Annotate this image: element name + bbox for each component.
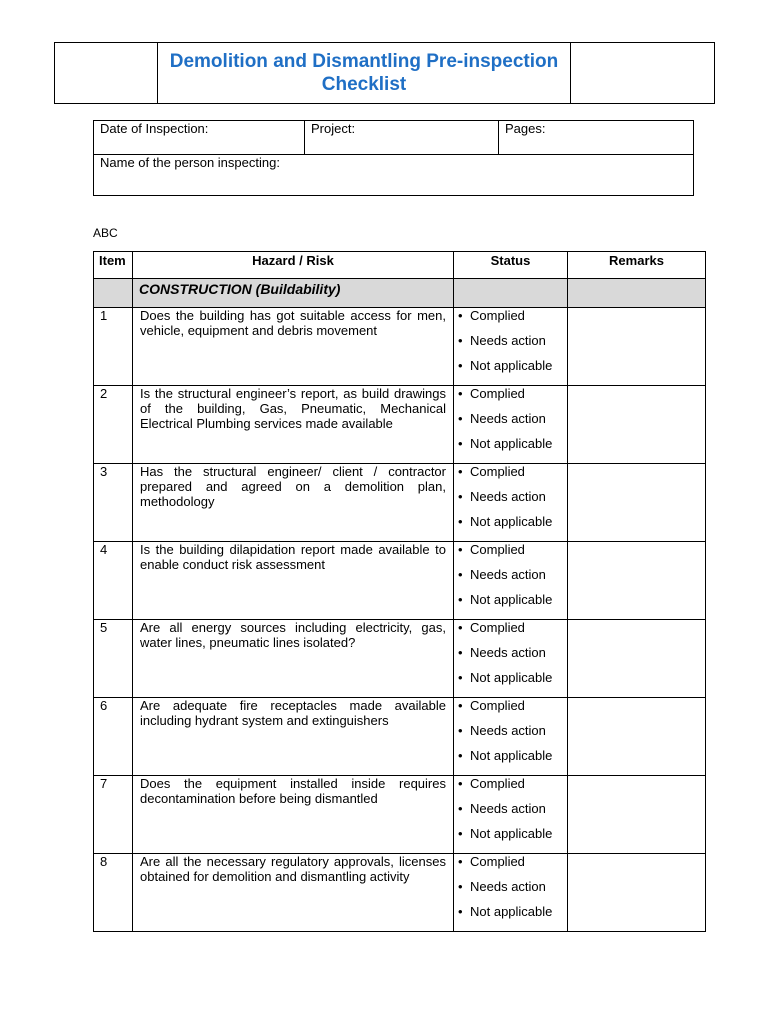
date-of-inspection-label: Date of Inspection: [100, 121, 209, 136]
status-option[interactable] [458, 698, 563, 713]
bullet-icon: • [458, 826, 463, 841]
remarks-cell[interactable] [568, 542, 706, 620]
project-field[interactable] [305, 121, 499, 155]
bullet-icon: • [458, 358, 463, 373]
document-title-text: Demolition and Dismantling Pre-inspection Checklist [169, 51, 559, 95]
inspection-info-table [93, 120, 694, 196]
status-option-label: Not applicable [470, 748, 553, 763]
inspector-name-label: Name of the person inspecting: [100, 155, 280, 170]
status-option[interactable] [458, 567, 563, 582]
status-option[interactable] [458, 436, 563, 451]
item-number: 2 [94, 386, 133, 464]
remarks-cell[interactable] [568, 308, 706, 386]
bullet-icon: • [458, 333, 463, 348]
item-column-header: Item [94, 252, 133, 279]
header-logo-cell [55, 43, 158, 104]
table-row [94, 464, 706, 542]
bullet-icon: • [458, 854, 463, 869]
bullet-icon: • [458, 464, 463, 479]
status-option-label: Needs action [470, 489, 546, 504]
status-option-label: Not applicable [470, 358, 553, 373]
item-number: 8 [94, 854, 133, 932]
bullet-icon: • [458, 592, 463, 607]
bullet-icon: • [458, 411, 463, 426]
status-option-label: Not applicable [470, 514, 553, 529]
status-options [454, 620, 568, 698]
status-option[interactable] [458, 670, 563, 685]
table-row [94, 854, 706, 932]
status-option-label: Needs action [470, 567, 546, 582]
status-option-list [458, 698, 563, 763]
status-options [454, 542, 568, 620]
status-option-label: Complied [470, 776, 525, 791]
status-option-label: Complied [470, 698, 525, 713]
status-option[interactable] [458, 542, 563, 557]
status-option-label: Not applicable [470, 904, 553, 919]
item-number: 1 [94, 308, 133, 386]
checklist-table [93, 251, 706, 932]
status-options [454, 464, 568, 542]
status-option-label: Not applicable [470, 436, 553, 451]
remarks-cell[interactable] [568, 698, 706, 776]
table-row [94, 542, 706, 620]
hazard-text: Is the building dilapidation report made available to enable conduct risk assessment [133, 542, 454, 620]
status-option-list [458, 854, 563, 919]
table-row [94, 776, 706, 854]
section-empty-cell [94, 279, 133, 308]
abc-label: ABC [93, 226, 118, 240]
status-option-label: Needs action [470, 801, 546, 816]
status-option[interactable] [458, 748, 563, 763]
bullet-icon: • [458, 489, 463, 504]
item-number: 6 [94, 698, 133, 776]
document-header [54, 42, 715, 104]
bullet-icon: • [458, 386, 463, 401]
hazard-text: Is the structural engineer’s report, as build drawings of the building, Gas, Pneumatic, Mechanical Electrical Plumbing services made available [133, 386, 454, 464]
remarks-column-header: Remarks [568, 252, 706, 279]
status-option-label: Complied [470, 542, 525, 557]
status-option-list [458, 542, 563, 607]
status-option[interactable] [458, 854, 563, 869]
status-option-label: Needs action [470, 645, 546, 660]
status-option[interactable] [458, 904, 563, 919]
status-option[interactable] [458, 879, 563, 894]
remarks-cell[interactable] [568, 620, 706, 698]
item-number: 4 [94, 542, 133, 620]
remarks-cell[interactable] [568, 776, 706, 854]
bullet-icon: • [458, 436, 463, 451]
status-option-label: Not applicable [470, 826, 553, 841]
table-row [94, 620, 706, 698]
status-option-label: Needs action [470, 411, 546, 426]
status-option[interactable] [458, 801, 563, 816]
status-option-list [458, 386, 563, 451]
status-option[interactable] [458, 333, 563, 348]
section-status-cell [454, 279, 568, 308]
bullet-icon: • [458, 776, 463, 791]
status-option[interactable] [458, 723, 563, 738]
status-option[interactable] [458, 645, 563, 660]
status-options [454, 698, 568, 776]
status-option[interactable] [458, 386, 563, 401]
status-option-label: Complied [470, 308, 525, 323]
item-number: 7 [94, 776, 133, 854]
section-title-cell [133, 279, 454, 308]
bullet-icon: • [458, 879, 463, 894]
hazard-text: Are all the necessary regulatory approvals, licenses obtained for demolition and dismantling activity [133, 854, 454, 932]
status-option[interactable] [458, 358, 563, 373]
bullet-icon: • [458, 514, 463, 529]
status-option[interactable] [458, 776, 563, 791]
status-option[interactable] [458, 514, 563, 529]
hazard-text: Has the structural engineer/ client / contractor prepared and agreed on a demolition plan, methodology [133, 464, 454, 542]
status-option-label: Not applicable [470, 592, 553, 607]
status-options [454, 386, 568, 464]
status-option-label: Complied [470, 464, 525, 479]
bullet-icon: • [458, 542, 463, 557]
document-title [158, 43, 571, 104]
bullet-icon: • [458, 670, 463, 685]
project-label: Project: [311, 121, 356, 136]
table-row [94, 386, 706, 464]
hazard-text: Are adequate fire receptacles made available including hydrant system and extinguishers [133, 698, 454, 776]
status-option-list [458, 776, 563, 841]
remarks-cell[interactable] [568, 854, 706, 932]
section-title: CONSTRUCTION (Buildability) [139, 281, 341, 297]
inspector-name-field[interactable] [94, 155, 694, 196]
table-row [94, 698, 706, 776]
item-number: 3 [94, 464, 133, 542]
status-option-list [458, 620, 563, 685]
section-row [94, 279, 706, 308]
hazard-text: Does the equipment installed inside requires decontamination before being dismantled [133, 776, 454, 854]
hazard-text: Does the building has got suitable access for men, vehicle, equipment and debris movement [133, 308, 454, 386]
status-option-label: Complied [470, 386, 525, 401]
bullet-icon: • [458, 620, 463, 635]
status-option-label: Complied [470, 620, 525, 635]
remarks-cell[interactable] [568, 464, 706, 542]
date-of-inspection-field[interactable] [94, 121, 305, 155]
bullet-icon: • [458, 698, 463, 713]
status-option[interactable] [458, 464, 563, 479]
bullet-icon: • [458, 801, 463, 816]
status-option[interactable] [458, 826, 563, 841]
hazard-column-header: Hazard / Risk [133, 252, 454, 279]
pages-field[interactable] [499, 121, 694, 155]
status-option[interactable] [458, 308, 563, 323]
bullet-icon: • [458, 723, 463, 738]
status-column-header: Status [454, 252, 568, 279]
status-option-list [458, 308, 563, 373]
bullet-icon: • [458, 645, 463, 660]
bullet-icon: • [458, 308, 463, 323]
status-option[interactable] [458, 489, 563, 504]
status-options [454, 308, 568, 386]
status-option-list [458, 464, 563, 529]
remarks-cell[interactable] [568, 386, 706, 464]
table-row [94, 308, 706, 386]
pages-label: Pages: [505, 121, 546, 136]
item-number: 5 [94, 620, 133, 698]
bullet-icon: • [458, 904, 463, 919]
hazard-text: Are all energy sources including electricity, gas, water lines, pneumatic lines isolated? [133, 620, 454, 698]
section-remarks-cell [568, 279, 706, 308]
status-option[interactable] [458, 620, 563, 635]
bullet-icon: • [458, 748, 463, 763]
status-option[interactable] [458, 411, 563, 426]
status-option-label: Needs action [470, 333, 546, 348]
status-option-label: Complied [470, 854, 525, 869]
status-option-label: Needs action [470, 723, 546, 738]
bullet-icon: • [458, 567, 463, 582]
status-option-label: Needs action [470, 879, 546, 894]
status-options [454, 776, 568, 854]
status-option[interactable] [458, 592, 563, 607]
status-option-label: Not applicable [470, 670, 553, 685]
status-options [454, 854, 568, 932]
header-right-cell [571, 43, 715, 104]
